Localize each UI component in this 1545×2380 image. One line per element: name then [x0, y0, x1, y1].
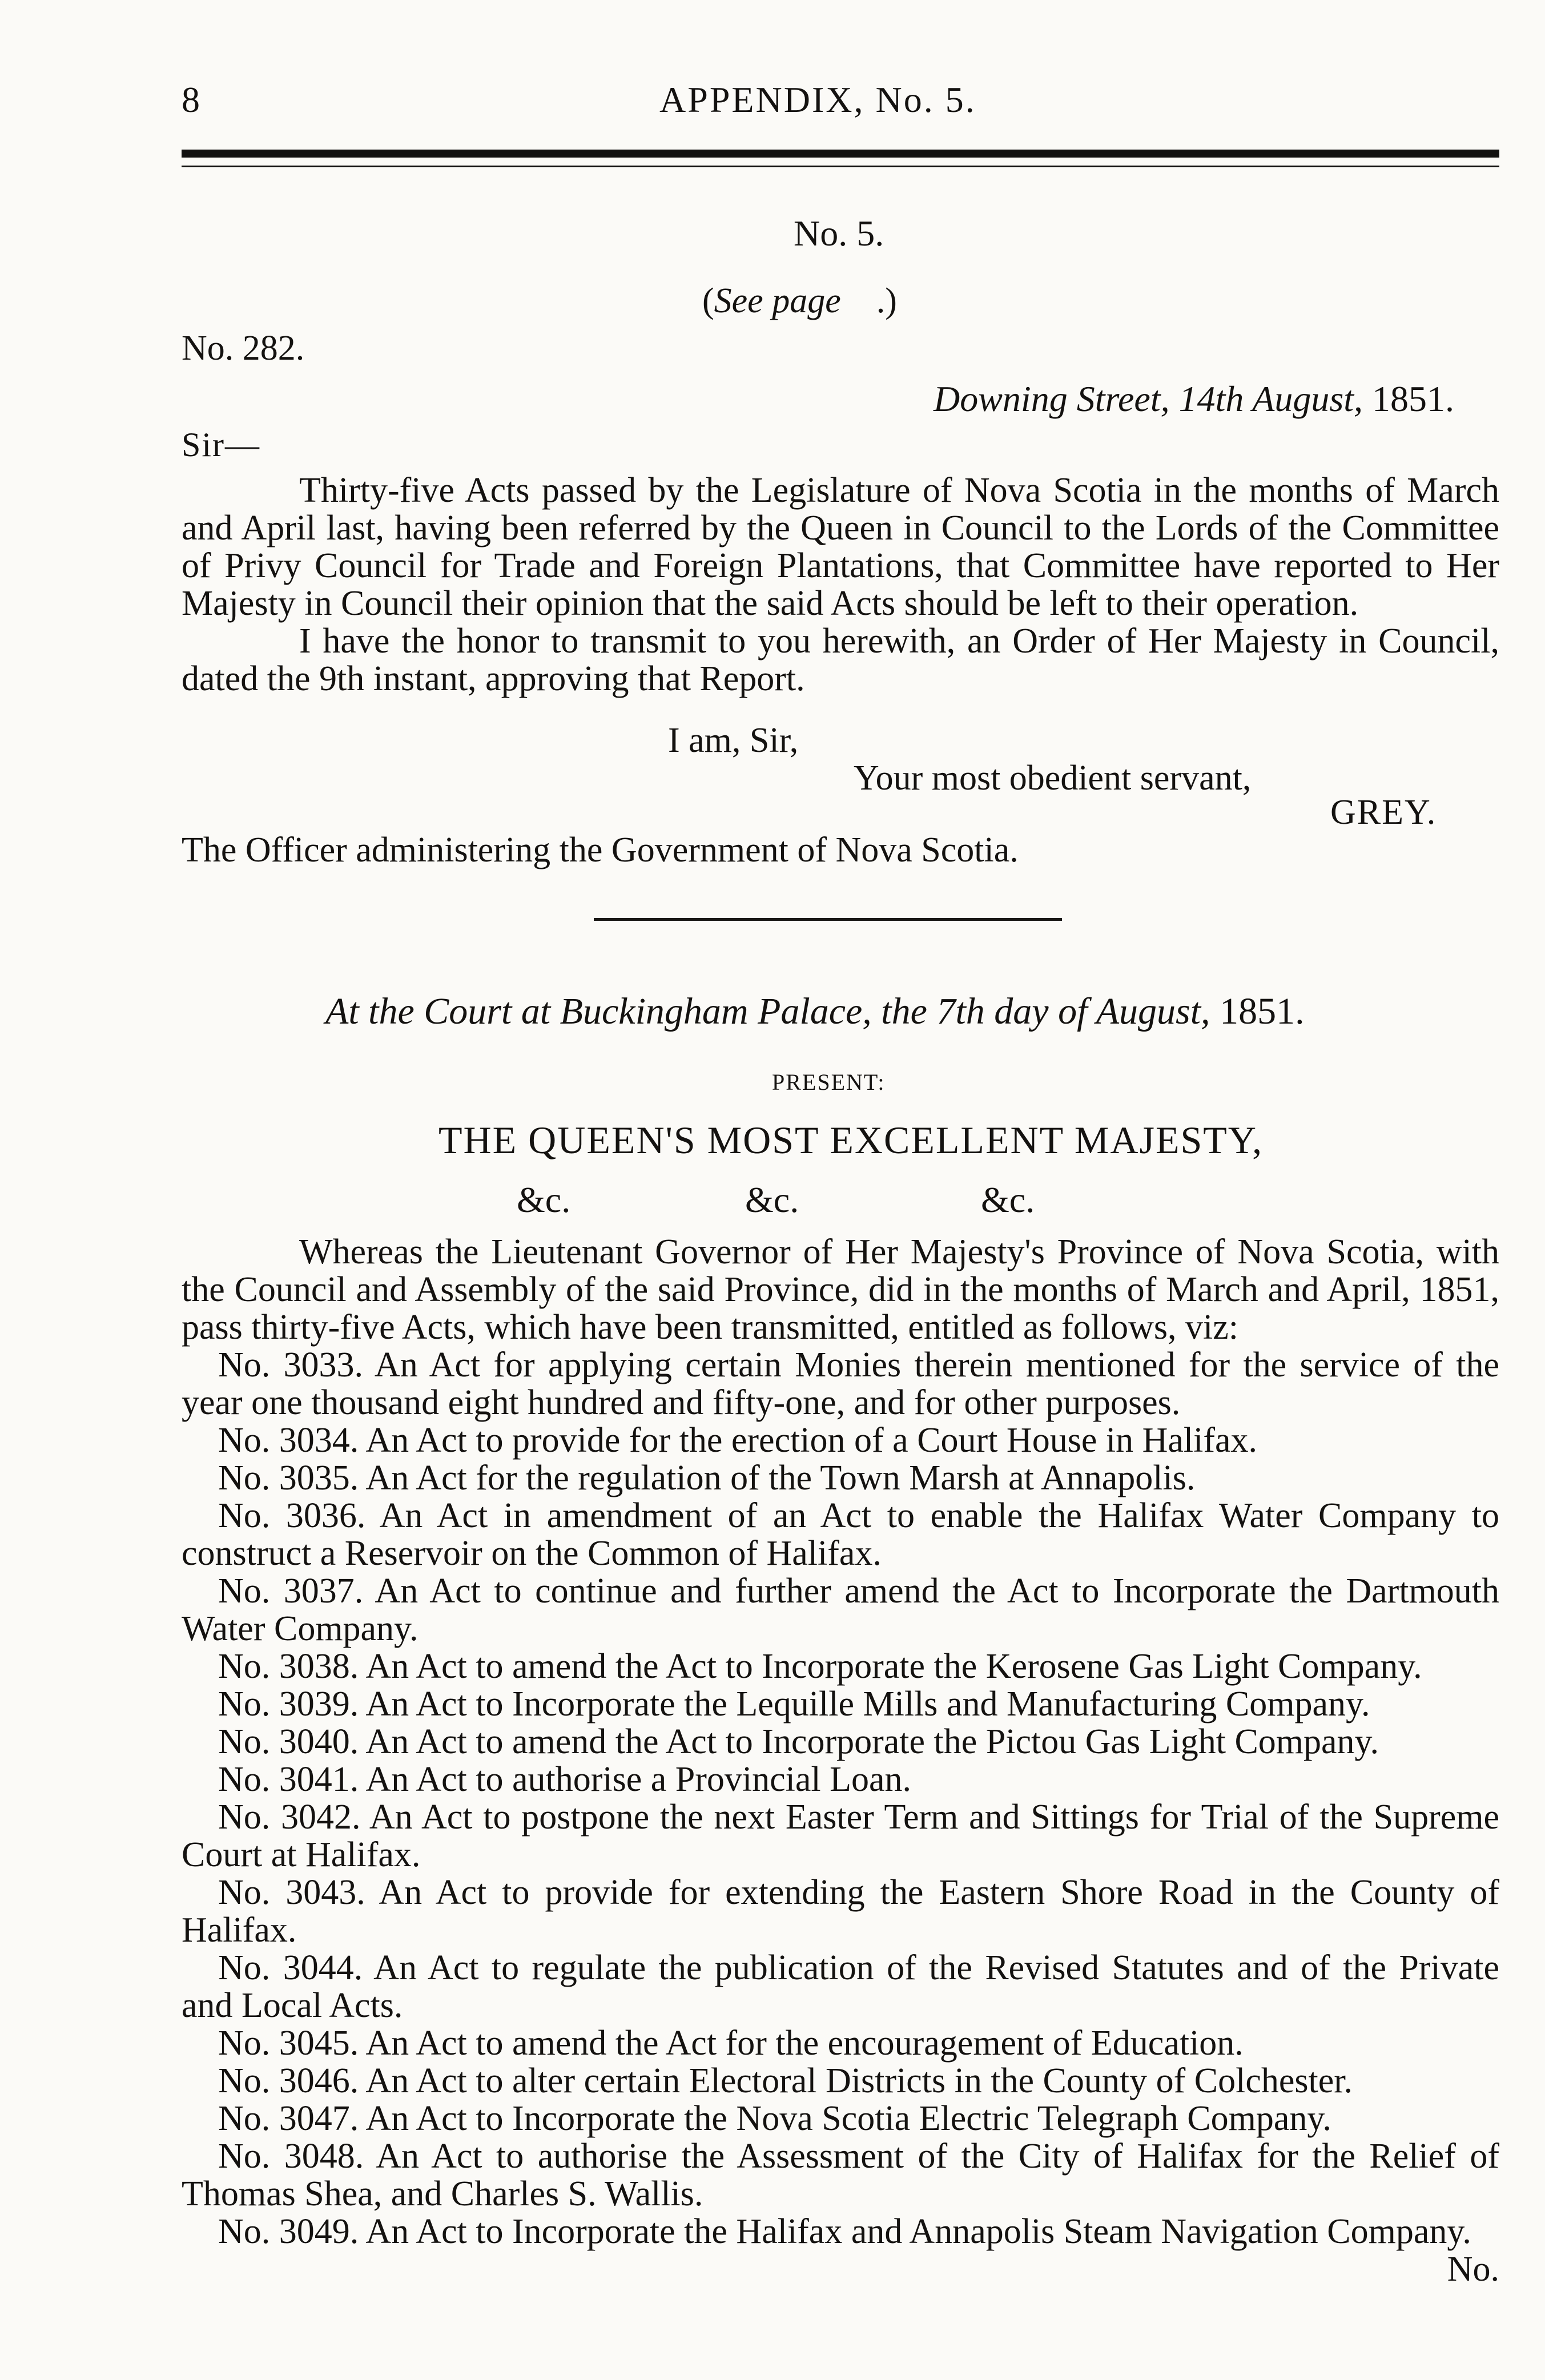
- act-entry: No. 3049. An Act to Incorporate the Halifax and Annapolis Steam Navigation Company.: [218, 2212, 1471, 2251]
- addressee: The Officer administering the Government of Nova Scotia.: [182, 831, 1019, 869]
- header-rule-thin: [182, 166, 1499, 167]
- order-body: [182, 1233, 1499, 2288]
- section-number: No. 5.: [794, 213, 884, 253]
- etc-mark: &c.: [981, 1179, 1035, 1220]
- etc-mark: &c.: [517, 1179, 571, 1220]
- act-entry: No. 3046. An Act to alter certain Electoral Districts in the County of Colchester.: [218, 2061, 1353, 2100]
- letter-paragraph: Thirty-five Acts passed by the Legislature of Nova Scotia in the months of March and April last, having been referred by the Queen in Council to the Lords of the Committee of Privy Council for Trade and Foreign Plantations, that Committee have reported to Her Majesty in Council their opinion that the said Acts should be left to their operation.: [182, 471, 1499, 623]
- salutation: Sir—: [182, 426, 261, 464]
- closing-line: Your most obedient servant,: [854, 759, 1252, 798]
- closing-line: I am, Sir,: [668, 721, 799, 760]
- section-divider: [594, 918, 1062, 921]
- dateline-year: 1851.: [1372, 378, 1454, 419]
- letter-body: [182, 472, 1499, 698]
- catchword: No.: [1447, 2250, 1499, 2289]
- act-entry: No. 3035. An Act for the regulation of the Town Marsh at Annapolis.: [218, 1459, 1196, 1497]
- act-entry: No. 3047. An Act to Incorporate the Nova Scotia Electric Telegraph Company.: [218, 2099, 1331, 2138]
- header-rule-thick: [182, 150, 1499, 158]
- act-entry: No. 3034. An Act to provide for the erection of a Court House in Halifax.: [218, 1421, 1257, 1460]
- present-label: PRESENT:: [772, 1069, 886, 1095]
- letter-paragraph: I have the honor to transmit to you herewith, an Order of Her Majesty in Council, dated the 9th instant, approving that Report.: [182, 622, 1499, 698]
- act-entry: No. 3040. An Act to amend the Act to Incorporate the Pictou Gas Light Company.: [218, 1722, 1379, 1761]
- letter-dateline: [934, 378, 1454, 420]
- whereas-paragraph: Whereas the Lieutenant Governor of Her Majesty's Province of Nova Scotia, with the Council and Assembly of the said Province, did in the months of March and April, 1851, pass thirty-five Acts, which have been transmitted, entitled as follows, viz:: [182, 1233, 1499, 1347]
- act-entry: No. 3043. An Act to provide for extending the Eastern Shore Road in the County of Halifax.: [182, 1873, 1499, 1950]
- majesty-heading: THE QUEEN'S MOST EXCELLENT MAJESTY,: [438, 1118, 1264, 1162]
- page-number: 8: [182, 79, 200, 120]
- act-entry: No. 3033. An Act for applying certain Monies therein mentioned for the service of the year one thousand eight hundred and fifty-one, and for other purposes.: [182, 1346, 1499, 1422]
- act-entry: No. 3048. An Act to authorise the Assessment of the City of Halifax for the Relief of Thomas Shea, and Charles S. Wallis.: [182, 2137, 1499, 2213]
- letter-reference-number: No. 282.: [182, 329, 305, 368]
- act-entry: No. 3041. An Act to authorise a Provincial Loan.: [218, 1760, 911, 1799]
- court-line-text: At the Court at Buckingham Palace, the 7th day of August,: [325, 990, 1210, 1032]
- act-entry: No. 3044. An Act to regulate the publication of the Revised Statutes and of the Private and Local Acts.: [182, 1948, 1499, 2025]
- see-page-text: See page: [714, 281, 841, 320]
- act-entry: No. 3036. An Act in amendment of an Act to enable the Halifax Water Company to construct a Reservoir on the Common of Halifax.: [182, 1496, 1499, 1573]
- act-entry: No. 3039. An Act to Incorporate the Lequille Mills and Manufacturing Company.: [218, 1685, 1370, 1723]
- dateline-place: Downing Street, 14th August,: [934, 378, 1363, 419]
- signature: GREY.: [1330, 793, 1437, 832]
- act-entry: No. 3037. An Act to continue and further amend the Act to Incorporate the Dartmouth Water Company.: [182, 1572, 1499, 1648]
- act-entry: No. 3045. An Act to amend the Act for the encouragement of Education.: [218, 2024, 1244, 2063]
- running-title: APPENDIX, No. 5.: [659, 79, 976, 120]
- act-entry: No. 3038. An Act to amend the Act to Incorporate the Kerosene Gas Light Company.: [218, 1647, 1422, 1686]
- etc-mark: &c.: [745, 1179, 799, 1220]
- act-entry: No. 3042. An Act to postpone the next Easter Term and Sittings for Trial of the Supreme Court at Halifax.: [182, 1798, 1499, 1874]
- see-page-reference: (See page .): [702, 281, 897, 320]
- court-year: 1851.: [1220, 990, 1305, 1032]
- court-line: [325, 990, 1305, 1033]
